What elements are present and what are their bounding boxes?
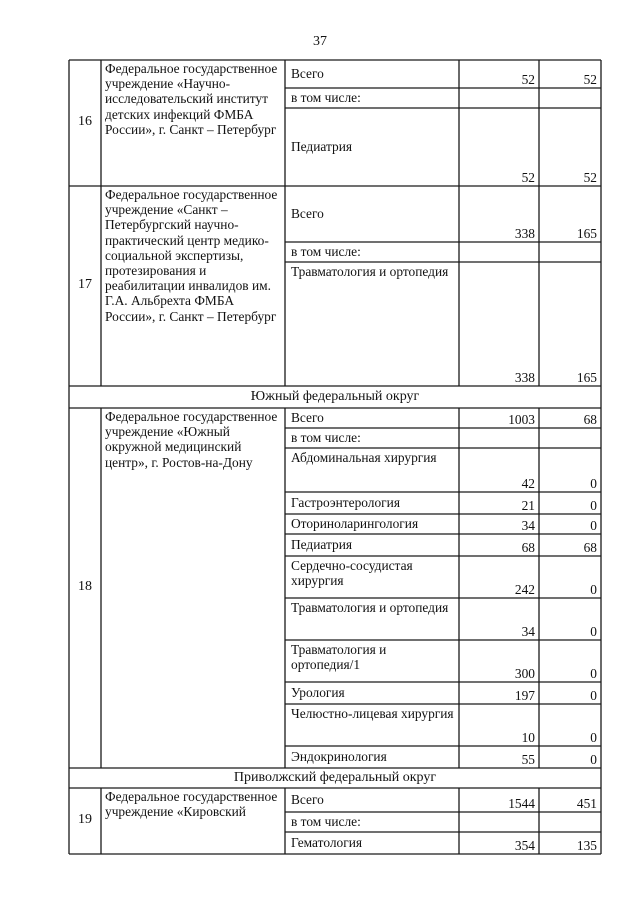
- profile-label: Травматология и ортопедия/1: [291, 642, 387, 673]
- profile-label: Педиатрия: [291, 537, 353, 553]
- value-col-2: 0: [590, 497, 597, 513]
- value-col-2: 135: [576, 837, 597, 853]
- value-col-1: 1544: [508, 795, 535, 811]
- row-number: 16: [78, 114, 92, 129]
- value-col-1: 55: [521, 751, 535, 767]
- value-col-2: 0: [590, 475, 597, 491]
- profile-label: в том числе:: [291, 430, 361, 446]
- hospital-bed-table: [69, 60, 601, 855]
- value-col-2: [539, 812, 601, 832]
- value-col-1: 1003: [508, 411, 535, 427]
- value-col-1: [459, 88, 539, 108]
- value-col-1: 10: [521, 729, 535, 745]
- value-col-2: 0: [590, 517, 597, 533]
- value-col-1: [459, 242, 539, 262]
- value-col-1: [459, 428, 539, 448]
- value-col-2: 165: [576, 225, 597, 241]
- value-col-2: 0: [590, 729, 597, 745]
- row-number: 17: [78, 277, 92, 292]
- profile-label: в том числе:: [291, 244, 361, 260]
- institution-name: Федеральное государственное учреждение «Санкт – Петербургский научно-практический центр медико-социальной экспертизы, протезирования и реабилитации инвалидов им. Г.А. Альбрехта ФМБА России», г. Санкт – Петербург: [105, 187, 278, 324]
- value-col-2: 68: [583, 539, 597, 555]
- value-col-2: 68: [583, 411, 597, 427]
- profile-label: Травматология и ортопедия: [291, 264, 449, 279]
- region-header: Южный федеральный округ: [250, 389, 420, 405]
- value-col-1: 42: [521, 475, 535, 491]
- profile-label: Педиатрия: [291, 139, 353, 155]
- value-col-2: 165: [576, 369, 597, 385]
- value-col-1: 197: [514, 687, 535, 703]
- value-col-2: 52: [583, 71, 597, 87]
- value-col-2: [539, 88, 601, 108]
- value-col-1: 242: [514, 581, 535, 597]
- profile-label: Всего: [291, 410, 324, 426]
- profile-label: Всего: [291, 66, 324, 82]
- profile-label: Всего: [291, 206, 324, 222]
- profile-label: Травматология и ортопедия: [291, 600, 449, 615]
- value-col-1: 68: [521, 539, 535, 555]
- value-col-2: 0: [590, 751, 597, 767]
- value-col-1: [459, 812, 539, 832]
- value-col-2: [539, 428, 601, 448]
- profile-label: Сердечно-сосудистая хирургия: [291, 558, 413, 589]
- value-col-1: 338: [514, 369, 535, 385]
- value-col-2: 451: [576, 795, 597, 811]
- value-col-1: 52: [521, 169, 535, 185]
- institution-name: Федеральное государственное учреждение «Кировский: [105, 789, 278, 820]
- profile-label: Гематология: [291, 835, 363, 851]
- value-col-2: 52: [583, 169, 597, 185]
- value-col-2: [539, 242, 601, 262]
- profile-label: в том числе:: [291, 814, 361, 830]
- row-number: 19: [78, 812, 92, 827]
- profile-label: Челюстно-лицевая хирургия: [291, 706, 454, 721]
- profile-label: Гастроэнтерология: [291, 495, 400, 511]
- value-col-1: 354: [514, 837, 535, 853]
- value-col-2: 0: [590, 665, 597, 681]
- value-col-1: 300: [514, 665, 535, 681]
- region-header: Приволжский федеральный округ: [233, 770, 437, 786]
- row-number: 18: [78, 579, 92, 594]
- value-col-1: 34: [521, 517, 535, 533]
- value-col-1: 21: [521, 497, 535, 513]
- institution-name: Федеральное государственное учреждение «Научно-исследовательский институт детских инфекций ФМБА России», г. Санкт – Петербург: [105, 61, 278, 137]
- profile-label: Абдоминальная хирургия: [291, 450, 437, 465]
- profile-label: в том числе:: [291, 90, 361, 106]
- value-col-1: 338: [514, 225, 535, 241]
- value-col-2: 0: [590, 687, 597, 703]
- value-col-2: 0: [590, 623, 597, 639]
- institution-name: Федеральное государственное учреждение «Южный окружной медицинский центр», г. Ростов-на-Дону: [105, 409, 278, 470]
- profile-label: Урология: [291, 685, 345, 701]
- profile-label: Оториноларингология: [291, 516, 419, 531]
- value-col-1: 34: [521, 623, 535, 639]
- value-col-1: 52: [521, 71, 535, 87]
- profile-label: Эндокринология: [291, 749, 387, 765]
- value-col-2: 0: [590, 581, 597, 597]
- profile-label: Всего: [291, 792, 324, 808]
- page-number: 37: [313, 34, 327, 49]
